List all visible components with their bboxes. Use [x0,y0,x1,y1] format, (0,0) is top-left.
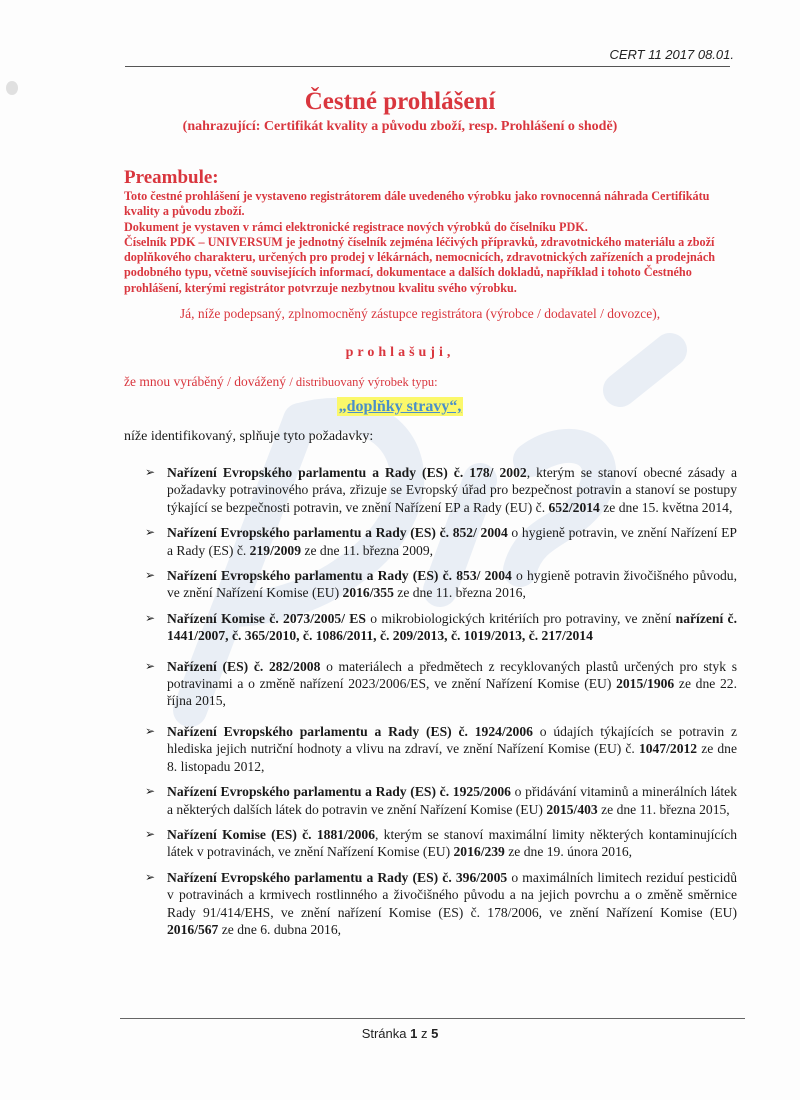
regulation-text: o maximálních limitech reziduí pesticidů v potravinách a krmivech rostlinného a živočišného původu a na jejich povrchu a o změně směrnice Rady 91/414/EHS, ve znění nařízení Komise (ES) č. 178/2006, ve znění Nařízení Komise (EU) [167,869,737,920]
regulation-item [145,524,737,559]
arrow-bullet-icon: ➢ [145,465,156,479]
preamble-paragraph: Toto čestné prohlášení je vystaveno registrátorem dále uvedeného výrobku jako rovnocenná náhrada Certifikátu kvality a původu zboží. [124,189,710,219]
preamble-heading: Preambule: [124,167,219,188]
document-subtitle: (nahrazující: Certifikát kvality a původu zboží, resp. Prohlášení o shodě) [182,119,618,134]
regulation-text: ze dne 8. listopadu 2012, [167,741,737,774]
regulation-text: o údajích týkajících se potravin z hlediska jejich nutriční hodnoty a vlivu na zdraví, ve znění Nařízení Komise (EU) č. [167,723,737,757]
regulation-text: o hygieně potravin živočišného původu, ve znění Nařízení Komise (EU) [167,568,737,601]
preamble-paragraph: Číselník PDK – UNIVERSUM je jednotný číselník zejména léčivých přípravků, zdravotnického materiálu a zboží doplňkového charakteru, určených pro prodej v lékárnách, nemocnicích, zdravotnických zařízeních a prodejnách podobného typu, včetně souvisejících informací, dokumentace a dalších dokladů, například i tohoto Čestného prohlášení, kterými registrátor potvrzuje nezbytnou kvalitu svého výrobku. [124,234,716,295]
regulation-reference: 2016/567 [167,921,219,937]
product-type-line [124,374,438,390]
regulation-reference: 1047/2012 [638,741,698,757]
regulation-item [145,869,737,939]
product-type-prefix: že mnou vyráběný / dovážený [124,374,290,389]
regulation-reference: Nařízení Komise (ES) č. 1881/2006 [167,826,375,842]
regulation-text: o hygieně potravin, ve znění Nařízení EP a Rady (ES) č. [167,525,737,558]
footer-divider [120,1018,745,1019]
regulation-reference: Nařízení Evropského parlamentu a Rady (ES) č. 396/2005 [167,869,508,885]
declarant-statement: Já, níže podepsaný, zplnomocněný zástupce registrátora (výrobce / dodavatel / dovozce), [179,306,661,321]
regulation-reference: Nařízení Komise č. 2073/2005/ ES [167,610,366,626]
document-code: CERT 11 2017 08.01. [609,47,734,62]
current-page: 1 [410,1026,418,1041]
arrow-bullet-icon: ➢ [145,610,156,625]
regulation-text: o materiálech a předmětech z recyklovaných plastů určených pro styk s potravinami a o změně nařízení 2023/2006/ES, ve znění Nařízení Komise (EU) [167,658,737,692]
regulations-list [145,464,737,946]
regulation-item [145,783,737,818]
regulation-item [145,567,737,602]
arrow-bullet-icon: ➢ [145,525,156,540]
regulation-item [145,826,737,861]
preamble-text [124,189,744,296]
arrow-bullet-icon: ➢ [145,826,156,841]
regulation-text: o přidávání vitaminů a minerálních látek a některých dalších látek do potravin ve znění Nařízení Komise (EU) [167,784,737,817]
regulation-reference: Nařízení Evropského parlamentu a Rady (ES) č. 1925/2006 [167,784,511,800]
regulation-text: ze dne 6. dubna 2016, [218,921,342,937]
regulation-item [145,464,737,516]
product-category [0,398,800,416]
page-number [0,1026,800,1041]
regulation-text: ze dne 15. května 2014, [599,499,733,515]
regulation-reference: Nařízení Evropského parlamentu a Rady (ES) č. 1924/2006 [167,723,533,739]
regulation-reference: Nařízení Evropského parlamentu a Rady (ES) č. 178/ 2002 [167,465,527,480]
regulation-text: ze dne 19. února 2016, [504,844,633,860]
regulation-reference: 2015/1906 [616,676,675,692]
regulation-item [145,658,737,710]
total-pages: 5 [431,1026,439,1041]
regulation-text: , kterým se stanoví obecné zásady a požadavky potravinového práva, zřizuje se Evropský úřad pro bezpečnost potravin a stanoví se postupy týkající se bezpečnosti potravin, ve znění Nařízení EP a Rady (EU) č. [167,465,737,515]
regulation-reference: 2016/355 [342,585,394,601]
regulation-text: , kterým se stanoví maximální limity některých kontaminujících látek v potravinách, ve znění Nařízení Komise (EU) [167,826,737,860]
product-category-label: „doplňky stravy“, [338,398,462,415]
product-type-suffix: / distribuovaný výrobek typu: [289,375,438,389]
regulation-reference: nařízení č. 1441/2007, č. 365/2010, č. 1086/2011, č. 209/2013, č. 1019/2013, č. 217/2014 [167,610,737,644]
header-divider [125,66,730,67]
declaration-word: prohlašuji, [345,345,455,360]
arrow-bullet-icon: ➢ [145,658,156,673]
regulation-item [145,610,737,645]
regulation-reference: 2016/239 [453,844,505,860]
regulation-reference: 652/2014 [548,499,600,515]
regulation-text: ze dne 11. března 2015, [597,801,730,817]
arrow-bullet-icon: ➢ [145,869,156,884]
regulation-reference: Nařízení (ES) č. 282/2008 [167,658,321,674]
arrow-bullet-icon: ➢ [145,723,156,738]
requirements-intro: níže identifikovaný, splňuje tyto požadavky: [124,429,374,444]
page-label: Stránka [361,1026,411,1041]
page-separator: z [417,1026,432,1041]
regulation-reference: 2015/403 [546,801,598,817]
regulation-item [145,723,737,775]
arrow-bullet-icon: ➢ [145,568,156,583]
preamble-paragraph: Dokument je vystaven v rámci elektronické registrace nových výrobků do číselníku PDK. [124,219,588,234]
regulation-reference: Nařízení Evropského parlamentu a Rady (ES) č. 853/ 2004 [167,568,512,584]
regulation-text: ze dne 11. března 2009, [301,542,434,558]
regulation-text: ze dne 11. března 2016, [393,585,526,601]
arrow-bullet-icon: ➢ [145,784,156,799]
regulation-text: ze dne 22. října 2015, [167,676,737,709]
regulation-reference: Nařízení Evropského parlamentu a Rady (ES) č. 852/ 2004 [167,525,508,541]
document-title: Čestné prohlášení [304,88,496,115]
regulation-text: o mikrobiologických kritériích pro potraviny, ve znění [365,610,676,626]
regulation-reference: 219/2009 [249,542,302,558]
